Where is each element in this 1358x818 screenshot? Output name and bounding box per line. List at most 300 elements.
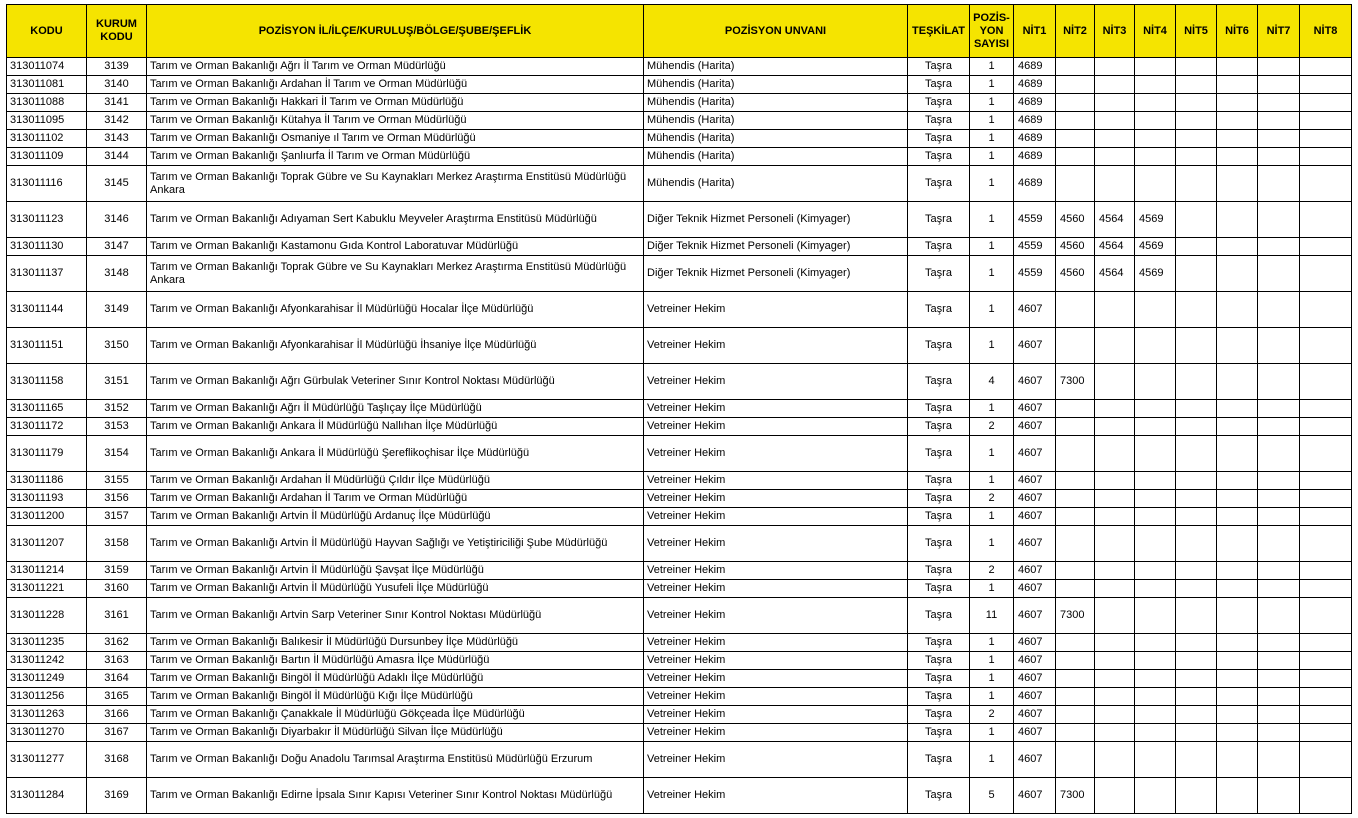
cell-nit8 [1300,688,1352,706]
cell-nit5 [1176,256,1217,292]
cell-pozisyon: Tarım ve Orman Bakanlığı Çanakkale İl Müdürlüğü Gökçeada İlçe Müdürlüğü [147,706,644,724]
cell-nit8 [1300,76,1352,94]
cell-nit1: 4607 [1014,400,1056,418]
cell-pozisyon-sayisi: 1 [970,166,1014,202]
cell-nit3 [1095,148,1135,166]
position-table-sheet [6,4,1352,814]
cell-nit1: 4607 [1014,508,1056,526]
cell-nit2 [1056,580,1095,598]
cell-nit4 [1135,508,1176,526]
cell-nit5 [1176,670,1217,688]
cell-kodu: 313011214 [7,562,87,580]
cell-nit1: 4689 [1014,166,1056,202]
cell-teskilat: Taşra [908,76,970,94]
cell-nit2 [1056,436,1095,472]
cell-kurum-kodu: 3151 [87,364,147,400]
cell-nit7 [1258,490,1300,508]
cell-nit3 [1095,112,1135,130]
cell-kodu: 313011095 [7,112,87,130]
cell-pozisyon-sayisi: 1 [970,580,1014,598]
cell-nit4 [1135,130,1176,148]
cell-pozisyon: Tarım ve Orman Bakanlığı Artvin İl Müdürlüğü Yusufeli İlçe Müdürlüğü [147,580,644,598]
cell-pozisyon: Tarım ve Orman Bakanlığı Ağrı İl Müdürlüğü Taşlıçay İlçe Müdürlüğü [147,400,644,418]
cell-nit2 [1056,706,1095,724]
cell-nit2 [1056,562,1095,580]
cell-nit4 [1135,778,1176,814]
cell-nit5 [1176,472,1217,490]
cell-nit7 [1258,508,1300,526]
cell-kodu: 313011172 [7,418,87,436]
cell-nit1: 4607 [1014,634,1056,652]
cell-kurum-kodu: 3152 [87,400,147,418]
cell-nit1: 4607 [1014,724,1056,742]
cell-nit5 [1176,490,1217,508]
table-row [7,634,1352,652]
cell-unvan: Vetreiner Hekim [644,472,908,490]
cell-nit4 [1135,148,1176,166]
cell-teskilat: Taşra [908,508,970,526]
cell-nit8 [1300,652,1352,670]
cell-pozisyon: Tarım ve Orman Bakanlığı Artvin İl Müdürlüğü Ardanuç İlçe Müdürlüğü [147,508,644,526]
cell-pozisyon: Tarım ve Orman Bakanlığı Afyonkarahisar İl Müdürlüğü Hocalar İlçe Müdürlüğü [147,292,644,328]
cell-nit7 [1258,166,1300,202]
cell-nit4 [1135,418,1176,436]
cell-nit1: 4607 [1014,472,1056,490]
header-nit8: NİT8 [1300,5,1352,58]
cell-kurum-kodu: 3145 [87,166,147,202]
cell-nit6 [1217,364,1258,400]
table-row [7,148,1352,166]
cell-nit8 [1300,238,1352,256]
cell-nit1: 4607 [1014,562,1056,580]
cell-nit3 [1095,436,1135,472]
cell-kodu: 313011088 [7,94,87,112]
cell-teskilat: Taşra [908,652,970,670]
table-row [7,706,1352,724]
cell-nit5 [1176,328,1217,364]
cell-teskilat: Taşra [908,580,970,598]
cell-kodu: 313011221 [7,580,87,598]
cell-nit6 [1217,166,1258,202]
header-pozisyon: POZİSYON İL/İLÇE/KURULUŞ/BÖLGE/ŞUBE/ŞEFLİK [147,5,644,58]
cell-nit1: 4607 [1014,436,1056,472]
table-row [7,166,1352,202]
cell-kodu: 313011193 [7,490,87,508]
cell-teskilat: Taşra [908,688,970,706]
cell-nit2 [1056,94,1095,112]
cell-nit8 [1300,364,1352,400]
cell-pozisyon-sayisi: 1 [970,472,1014,490]
cell-nit1: 4607 [1014,328,1056,364]
cell-nit5 [1176,508,1217,526]
cell-pozisyon: Tarım ve Orman Bakanlığı Ankara İl Müdürlüğü Nallıhan İlçe Müdürlüğü [147,418,644,436]
header-nit3: NİT3 [1095,5,1135,58]
cell-nit5 [1176,652,1217,670]
cell-nit3 [1095,166,1135,202]
cell-pozisyon: Tarım ve Orman Bakanlığı Ağrı İl Tarım ve Orman Müdürlüğü [147,58,644,76]
cell-nit6 [1217,418,1258,436]
cell-nit6 [1217,328,1258,364]
cell-kodu: 313011256 [7,688,87,706]
cell-unvan: Diğer Teknik Hizmet Personeli (Kimyager) [644,256,908,292]
cell-kodu: 313011263 [7,706,87,724]
cell-nit3: 4564 [1095,238,1135,256]
cell-nit8 [1300,202,1352,238]
cell-nit1: 4559 [1014,238,1056,256]
cell-nit7 [1258,724,1300,742]
cell-pozisyon-sayisi: 1 [970,742,1014,778]
cell-nit6 [1217,58,1258,76]
cell-nit8 [1300,166,1352,202]
cell-teskilat: Taşra [908,742,970,778]
cell-kodu: 313011116 [7,166,87,202]
table-row [7,526,1352,562]
cell-nit3 [1095,418,1135,436]
cell-nit1: 4607 [1014,580,1056,598]
cell-pozisyon: Tarım ve Orman Bakanlığı Diyarbakır İl Müdürlüğü Silvan İlçe Müdürlüğü [147,724,644,742]
cell-unvan: Diğer Teknik Hizmet Personeli (Kimyager) [644,238,908,256]
table-row [7,562,1352,580]
cell-nit4 [1135,400,1176,418]
cell-pozisyon: Tarım ve Orman Bakanlığı Balıkesir İl Müdürlüğü Dursunbey İlçe Müdürlüğü [147,634,644,652]
cell-nit2 [1056,166,1095,202]
cell-unvan: Mühendis (Harita) [644,166,908,202]
cell-nit1: 4689 [1014,76,1056,94]
cell-nit6 [1217,202,1258,238]
cell-nit8 [1300,58,1352,76]
cell-nit5 [1176,706,1217,724]
cell-nit6 [1217,130,1258,148]
cell-unvan: Vetreiner Hekim [644,400,908,418]
cell-nit7 [1258,778,1300,814]
cell-nit6 [1217,238,1258,256]
table-row [7,436,1352,472]
cell-nit1: 4607 [1014,688,1056,706]
table-row [7,724,1352,742]
cell-nit7 [1258,580,1300,598]
cell-nit5 [1176,112,1217,130]
cell-nit2: 7300 [1056,364,1095,400]
cell-nit8 [1300,328,1352,364]
cell-teskilat: Taşra [908,94,970,112]
header-teskilat: TEŞKİLAT [908,5,970,58]
cell-kurum-kodu: 3160 [87,580,147,598]
cell-nit3 [1095,562,1135,580]
cell-kurum-kodu: 3157 [87,508,147,526]
cell-kurum-kodu: 3150 [87,328,147,364]
cell-unvan: Vetreiner Hekim [644,364,908,400]
cell-pozisyon-sayisi: 1 [970,328,1014,364]
cell-nit6 [1217,526,1258,562]
cell-pozisyon-sayisi: 2 [970,706,1014,724]
cell-nit4 [1135,436,1176,472]
cell-nit2 [1056,670,1095,688]
cell-nit7 [1258,598,1300,634]
cell-pozisyon: Tarım ve Orman Bakanlığı Edirne İpsala Sınır Kapısı Veteriner Sınır Kontrol Noktası Müdürlüğü [147,778,644,814]
cell-nit2 [1056,688,1095,706]
cell-kurum-kodu: 3161 [87,598,147,634]
cell-nit2 [1056,724,1095,742]
cell-nit5 [1176,238,1217,256]
cell-nit5 [1176,724,1217,742]
cell-nit1: 4689 [1014,112,1056,130]
cell-nit2: 4560 [1056,256,1095,292]
cell-nit1: 4689 [1014,58,1056,76]
cell-nit7 [1258,238,1300,256]
cell-kodu: 313011158 [7,364,87,400]
header-nit2: NİT2 [1056,5,1095,58]
cell-nit7 [1258,634,1300,652]
cell-kurum-kodu: 3140 [87,76,147,94]
header-kurum-kodu: KURUM KODU [87,5,147,58]
cell-nit2 [1056,742,1095,778]
cell-nit5 [1176,364,1217,400]
cell-kurum-kodu: 3141 [87,94,147,112]
cell-nit2: 7300 [1056,598,1095,634]
cell-nit6 [1217,724,1258,742]
cell-nit4 [1135,364,1176,400]
cell-unvan: Mühendis (Harita) [644,58,908,76]
cell-pozisyon: Tarım ve Orman Bakanlığı Ankara İl Müdürlüğü Şereflikoçhisar İlçe Müdürlüğü [147,436,644,472]
cell-nit7 [1258,400,1300,418]
cell-nit8 [1300,292,1352,328]
cell-teskilat: Taşra [908,328,970,364]
cell-pozisyon-sayisi: 1 [970,112,1014,130]
cell-pozisyon-sayisi: 1 [970,400,1014,418]
table-row [7,328,1352,364]
cell-nit2 [1056,130,1095,148]
cell-teskilat: Taşra [908,292,970,328]
cell-kurum-kodu: 3139 [87,58,147,76]
cell-pozisyon-sayisi: 1 [970,238,1014,256]
cell-unvan: Vetreiner Hekim [644,724,908,742]
cell-teskilat: Taşra [908,58,970,76]
cell-nit5 [1176,562,1217,580]
cell-nit2 [1056,148,1095,166]
cell-nit3 [1095,400,1135,418]
cell-nit2 [1056,634,1095,652]
cell-unvan: Vetreiner Hekim [644,598,908,634]
cell-nit5 [1176,580,1217,598]
cell-nit1: 4607 [1014,490,1056,508]
cell-nit8 [1300,706,1352,724]
cell-nit2 [1056,652,1095,670]
cell-nit6 [1217,112,1258,130]
cell-nit2: 4560 [1056,238,1095,256]
cell-nit8 [1300,724,1352,742]
cell-nit7 [1258,202,1300,238]
cell-pozisyon-sayisi: 1 [970,508,1014,526]
cell-pozisyon: Tarım ve Orman Bakanlığı Doğu Anadolu Tarımsal Araştırma Enstitüsü Müdürlüğü Erzurum [147,742,644,778]
cell-nit6 [1217,148,1258,166]
cell-pozisyon: Tarım ve Orman Bakanlığı Artvin Sarp Veteriner Sınır Kontrol Noktası Müdürlüğü [147,598,644,634]
cell-nit8 [1300,526,1352,562]
cell-nit1: 4607 [1014,418,1056,436]
cell-nit5 [1176,634,1217,652]
header-nit5: NİT5 [1176,5,1217,58]
cell-nit3 [1095,724,1135,742]
cell-nit3 [1095,472,1135,490]
cell-pozisyon: Tarım ve Orman Bakanlığı Artvin İl Müdürlüğü Hayvan Sağlığı ve Yetiştiriciliği Şube Müdürlüğü [147,526,644,562]
cell-nit4 [1135,670,1176,688]
cell-nit6 [1217,436,1258,472]
cell-kodu: 313011137 [7,256,87,292]
cell-nit2 [1056,112,1095,130]
cell-kodu: 313011165 [7,400,87,418]
cell-nit3 [1095,706,1135,724]
cell-unvan: Vetreiner Hekim [644,706,908,724]
cell-kurum-kodu: 3153 [87,418,147,436]
cell-nit3 [1095,634,1135,652]
cell-nit2 [1056,58,1095,76]
cell-kurum-kodu: 3156 [87,490,147,508]
cell-unvan: Vetreiner Hekim [644,562,908,580]
cell-nit3 [1095,652,1135,670]
table-row [7,472,1352,490]
cell-kodu: 313011284 [7,778,87,814]
cell-unvan: Vetreiner Hekim [644,670,908,688]
cell-nit7 [1258,472,1300,490]
cell-nit6 [1217,400,1258,418]
cell-nit2 [1056,472,1095,490]
cell-nit8 [1300,418,1352,436]
cell-teskilat: Taşra [908,130,970,148]
cell-nit2 [1056,76,1095,94]
cell-nit4 [1135,724,1176,742]
cell-pozisyon: Tarım ve Orman Bakanlığı Hakkari İl Tarım ve Orman Müdürlüğü [147,94,644,112]
cell-nit2 [1056,508,1095,526]
cell-pozisyon-sayisi: 1 [970,724,1014,742]
cell-nit6 [1217,292,1258,328]
cell-nit3 [1095,328,1135,364]
cell-nit2 [1056,418,1095,436]
cell-nit8 [1300,634,1352,652]
cell-unvan: Vetreiner Hekim [644,490,908,508]
cell-nit8 [1300,130,1352,148]
cell-nit1: 4689 [1014,130,1056,148]
cell-nit3 [1095,526,1135,562]
cell-pozisyon: Tarım ve Orman Bakanlığı Ardahan İl Müdürlüğü Çıldır İlçe Müdürlüğü [147,472,644,490]
cell-unvan: Mühendis (Harita) [644,76,908,94]
cell-kodu: 313011186 [7,472,87,490]
header-kodu: KODU [7,5,87,58]
cell-kodu: 313011123 [7,202,87,238]
cell-nit4 [1135,490,1176,508]
cell-pozisyon: Tarım ve Orman Bakanlığı Şanlıurfa İl Tarım ve Orman Müdürlüğü [147,148,644,166]
table-row [7,202,1352,238]
cell-nit6 [1217,778,1258,814]
cell-kodu: 313011130 [7,238,87,256]
cell-nit8 [1300,670,1352,688]
cell-nit4 [1135,562,1176,580]
cell-teskilat: Taşra [908,490,970,508]
cell-pozisyon: Tarım ve Orman Bakanlığı Ardahan İl Tarım ve Orman Müdürlüğü [147,76,644,94]
cell-nit6 [1217,490,1258,508]
cell-nit6 [1217,670,1258,688]
cell-pozisyon-sayisi: 4 [970,364,1014,400]
cell-nit6 [1217,472,1258,490]
cell-kurum-kodu: 3163 [87,652,147,670]
cell-kurum-kodu: 3167 [87,724,147,742]
cell-unvan: Vetreiner Hekim [644,508,908,526]
cell-nit8 [1300,256,1352,292]
cell-nit4: 4569 [1135,202,1176,238]
cell-nit4: 4569 [1135,238,1176,256]
cell-nit7 [1258,256,1300,292]
cell-nit8 [1300,472,1352,490]
cell-pozisyon-sayisi: 1 [970,130,1014,148]
cell-pozisyon-sayisi: 1 [970,76,1014,94]
cell-nit8 [1300,742,1352,778]
cell-nit4 [1135,94,1176,112]
cell-unvan: Vetreiner Hekim [644,418,908,436]
cell-kodu: 313011074 [7,58,87,76]
cell-kurum-kodu: 3166 [87,706,147,724]
cell-nit7 [1258,58,1300,76]
cell-pozisyon-sayisi: 1 [970,670,1014,688]
cell-nit7 [1258,652,1300,670]
cell-teskilat: Taşra [908,238,970,256]
cell-kurum-kodu: 3149 [87,292,147,328]
cell-kodu: 313011200 [7,508,87,526]
cell-pozisyon-sayisi: 1 [970,436,1014,472]
cell-nit4 [1135,598,1176,634]
cell-kodu: 313011228 [7,598,87,634]
cell-nit1: 4559 [1014,202,1056,238]
cell-kodu: 313011144 [7,292,87,328]
table-row [7,76,1352,94]
cell-unvan: Vetreiner Hekim [644,436,908,472]
cell-kurum-kodu: 3165 [87,688,147,706]
cell-nit7 [1258,742,1300,778]
table-row [7,256,1352,292]
cell-pozisyon-sayisi: 2 [970,562,1014,580]
cell-teskilat: Taşra [908,706,970,724]
cell-nit6 [1217,580,1258,598]
cell-nit5 [1176,778,1217,814]
cell-nit3 [1095,58,1135,76]
cell-nit6 [1217,688,1258,706]
table-row [7,670,1352,688]
cell-nit5 [1176,76,1217,94]
table-row [7,400,1352,418]
cell-nit2 [1056,400,1095,418]
cell-nit2 [1056,526,1095,562]
cell-pozisyon-sayisi: 5 [970,778,1014,814]
cell-nit5 [1176,688,1217,706]
cell-pozisyon: Tarım ve Orman Bakanlığı Bartın İl Müdürlüğü Amasra İlçe Müdürlüğü [147,652,644,670]
cell-unvan: Mühendis (Harita) [644,130,908,148]
cell-nit6 [1217,598,1258,634]
cell-nit3 [1095,364,1135,400]
cell-nit7 [1258,562,1300,580]
cell-nit2: 7300 [1056,778,1095,814]
cell-kurum-kodu: 3144 [87,148,147,166]
table-row [7,94,1352,112]
header-nit7: NİT7 [1258,5,1300,58]
cell-nit5 [1176,400,1217,418]
cell-teskilat: Taşra [908,436,970,472]
cell-nit3 [1095,688,1135,706]
cell-nit7 [1258,130,1300,148]
cell-teskilat: Taşra [908,778,970,814]
cell-kurum-kodu: 3148 [87,256,147,292]
cell-kurum-kodu: 3169 [87,778,147,814]
cell-nit4 [1135,634,1176,652]
cell-nit5 [1176,94,1217,112]
cell-kurum-kodu: 3155 [87,472,147,490]
cell-pozisyon-sayisi: 1 [970,94,1014,112]
